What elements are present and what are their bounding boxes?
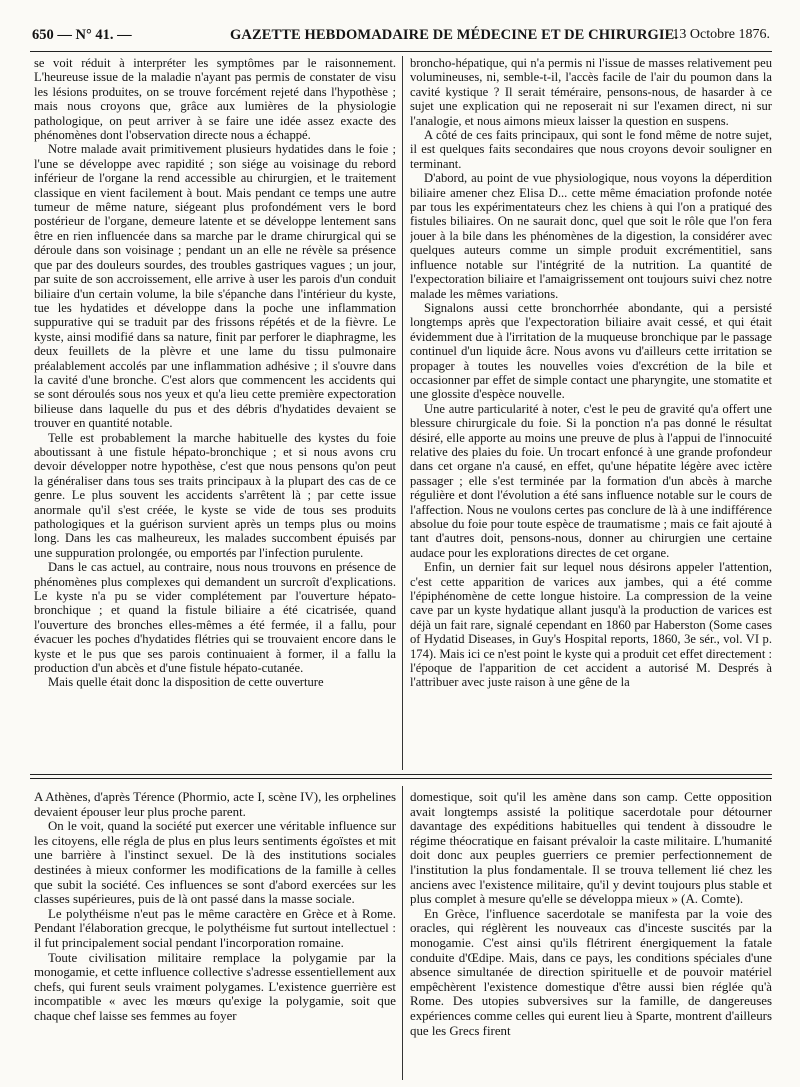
section-divider [30,774,772,775]
paragraph: Mais quelle était donc la disposition de cette ouverture [48,675,324,690]
column-divider-bottom [402,786,403,1080]
page-number: 650 [32,27,54,43]
paragraph: A Athènes, d'après Térence (Phormio, acte I, scène IV), les orphelines devaient épouser leur plus proche parent. [34,790,396,819]
paragraph: Toute civilisation militaire remplace la polygamie par la monogamie, et cette influence collective s'adresse essentiellement aux chefs, qui furent seuls vraiment polygames. L'existence guerrière est incompatible « avec les mœurs qu'exige la polygamie, soit que chaque chef laisse ses femmes au foyer [34,950,396,1023]
paragraph: A côté de ces faits principaux, qui sont le fond même de notre sujet, il est quelques faits secondaires que nous croyons devoir souligner en terminant. [410,128,772,171]
page-header [30,27,772,49]
article-column-left [34,56,396,770]
issue-number: — N° 41. — [57,27,132,43]
paragraph: Le polythéisme n'eut pas le même caractère en Grèce et à Rome. Pendant l'élaboration grecque, le polythéisme fut surtout intellectuel : il fut principalement social pendant l'incorporation romaine. [34,906,396,950]
paragraph: Dans le cas actuel, au contraire, nous nous trouvons en présence de phénomènes plus complexes qui demandent un surcroît d'explications. Le kyste n'a pu se vider complétement par l'ouverture hépato-bronchique ; et quand la fistule biliaire a été cicatrisée, quand l'ouverture des bronches elles-mêmes a été fermée, il a fallu, pour évacuer les poches d'hydatides flétries qui se trouvaient encore dans le kyste et le pus que ses parois continuaient à former, il a fallu la production d'un abcès et d'une fistule hépato-cutanée. [34,560,396,676]
feuilleton-column-right [410,790,772,1080]
paragraph: Enfin, un dernier fait sur lequel nous désirons appeler l'attention, c'est cette apparition de varices aux jambes, qui a été comme l'épiphénomène de cette longue histoire. La compression de la veine cave par un kyste hydatique allant jusqu'à la production de varices est déjà un fait rare, signalé cependant en 1860 par Haberston (Some cases of Hydatid Diseases, in Guy's Hospital reports, 1860, 3e sér., vol. VI p. 174). Mais ici ce n'est point le kyste qui a produit cet effet directement : l'époque de l'apparition de cet accident a autorisé M. Després à l'attribuer avec juste raison à une gêne de la [410,560,772,690]
paragraph: Telle est probablement la marche habituelle des kystes du foie aboutissant à une fistule hépato-bronchique ; et si nous avons cru devoir développer notre hypothèse, c'est que nous pensons qu'on peut la généraliser dans tous ses traits principaux à la plupart des cas de ce genre. Le plus souvent les accidents s'arrêtent là ; par cette issue anormale qu'il s'est créée, le kyste se vide de tous ses produits pathologiques et la guérison survient après un temps plus ou moins long. Dans les cas malheureux, les malades succombent épuisés par une suppuration prolongée, ou emportés par l'infection purulente. [34,430,396,560]
paragraph: Notre malade avait primitivement plusieurs hydatides dans le foie ; l'une se développe avec rapidité ; son siége au voisinage du rebord inférieur de l'organe la rend accessible au chirurgien, et le traitement classique en vient facilement à bout. Mais pendant ce temps une autre tumeur de même nature, siégeant plus profondément vers le bord postérieur de l'organe, demeure latente et se développe lentement sans être en rien influencée dans sa marche par le drame chirurgical qui se déroule dans son voisinage ; pendant un an elle ne révèle sa présence que par des douleurs sourdes, des troubles gastriques vagues ; un jour, par suite de son accroissement, elle arrive à user les parois d'un conduit biliaire d'un certain volume, la bile s'épanche dans l'intérieur du kyste, tue les hydatides et développe dans la poche une inflammation suppurative qui se traduit par des frissons répétés et de la fièvre. Le kyste, ainsi modifié dans sa nature, finit par perforer le diaphragme, les deux feuillets de la plèvre et une lame du tissu pulmonaire préalablement accolés par une inflammation adhésive ; il s'ouvre dans la cavité d'une bronche. C'est alors que commencent les accidents qui se sont déroulés sous nos yeux et qu'a lieu cette première expectoration bilieuse dans laquelle du pus et des débris d'hydatides devaient se trouver en quantité notable. [34,142,396,431]
paragraph: broncho-hépatique, qui n'a permis ni l'issue de masses relativement peu volumineuses, ni, semble-t-il, l'accès facile de l'air du poumon dans la cavité kystique ? Il serait téméraire, pensons-nous, de hasarder à ce sujet une explication qui ne reposerait ni sur l'examen direct, ni sur l'analogie, et nous aimons mieux laisser la question en suspens. [410,56,772,128]
issue-date: 13 Octobre 1876. [672,27,770,42]
page-number-issue [32,27,132,44]
journal-title: GAZETTE HEBDOMADAIRE DE MÉDECINE ET DE CHIRURGIE. [230,27,679,43]
paragraph: se voit réduit à interpréter les symptômes par le raisonnement. L'heureuse issue de la maladie n'ayant pas permis de constater de visu les lésions produites, on se trouve forcément rejeté dans l'hypothèse ; mais nous croyons que, grâce aux lumières de la physiologie pathologique, on peut arriver à se faire une idée assez exacte des phénomènes dont l'observation directe nous a échappé. [34,56,396,143]
paragraph: D'abord, au point de vue physiologique, nous voyons la déperdition biliaire amener chez Elisa D... cette même émaciation profonde notée par tous les expérimentateurs chez les chiens à qui l'on a pratiqué des fistules biliaires. On ne saurait donc, quel que soit le rôle que l'on fera jouer à la bile dans les phénomènes de la digestion, la considérer avec quelques auteurs comme un simple produit excrémentitiel, sans influence notable sur l'intégrité de la nutrition. La quantité de l'expectoration biliaire et l'amaigrissement ont toujours suivi chez notre malade les mêmes variations. [410,171,772,301]
paragraph: Une autre particularité à noter, c'est le peu de gravité qu'a offert une blessure chirurgicale du foie. Si la ponction n'a pas donné le résultat désiré, elle apporte au moins une preuve de plus à l'appui de l'innocuité relative des plaies du foie. Un trocart enfoncé à une grande profondeur dans cet organe n'a causé, en effet, qu'une hépatite légère avec ictère passager ; elle s'est terminée par la formation d'un abcès à marche régulière et dont l'évolution a été sans influence notable sur le cours de l'affection. Nous ne voulons certes pas conclure de là à une indifférence absolue du foie pour toute espèce de traumatisme ; mais ce fait ajouté à tant d'autres doit, pensons-nous, donner au chirurgien une certaine audace pour les explorations directes de cet organe. [410,401,772,560]
paragraph: Signalons aussi cette bronchorrhée abondante, qui a persisté longtemps après que l'expectoration biliaire avait cessé, et qui était évidemment due à l'irritation de la muqueuse bronchique par le passage continuel d'un liquide âcre. Nous avons vu d'ailleurs cette irritation se propager à toutes les nouvelles voies d'excrétion de la bile et occasionner par effet de simple contact une pharyngite, une stomatite et une glossite d'espèce nouvelle. [410,300,772,402]
paragraph: En Grèce, l'influence sacerdotale se manifesta par la voie des oracles, qui réglèrent les nouveaux cas d'inceste suscités par la monogamie. C'est ainsi qu'ils flétrirent énergiquement la fatale conduite d'Œdipe. Mais, dans ce pays, les conditions spéciales d'une absence simultanée de direction spirituelle et de pouvoir matériel empêchèrent l'existence domestique d'être aussi bien réglée qu'à Rome. Des utopies subversives sur la famille, de dangereuses expériences comme celles qui eurent lieu à Sparte, montrent d'ailleurs que les Grecs firent [410,906,772,1038]
article-column-right [410,56,772,770]
column-divider-top [402,56,403,770]
paragraph: On le voit, quand la société put exercer une véritable influence sur les citoyens, elle régla de plus en plus leurs sentiments égoïstes et mit une barrière à l'instinct sexuel. De là des institutions sociales destinées à mieux conformer les modifications de la famille à celles que subit la société. Ces influences se sont d'abord exercées sur les classes supérieures, puis de là ont passé dans la masse sociale. [34,819,396,907]
feuilleton-column-left [34,790,396,1080]
paragraph: domestique, soit qu'il les amène dans son camp. Cette opposition avait longtemps assisté la politique sacerdotale pour détourner davantage des expéditions habituelles qui tendent à dissoudre le régime théocratique en faisant prévaloir la caste militaire. L'humanité doit donc aux peuples guerriers ce premier perfectionnement de l'institution la plus fondamentale. Il se trouva tellement lié chez les anciens avec l'existence militaire, qu'il y devint toujours plus stable et plus complet à mesure qu'elle se développa mieux » (A. Comte). [410,790,772,907]
header-rule [30,51,772,52]
section-divider-secondary [30,778,772,779]
